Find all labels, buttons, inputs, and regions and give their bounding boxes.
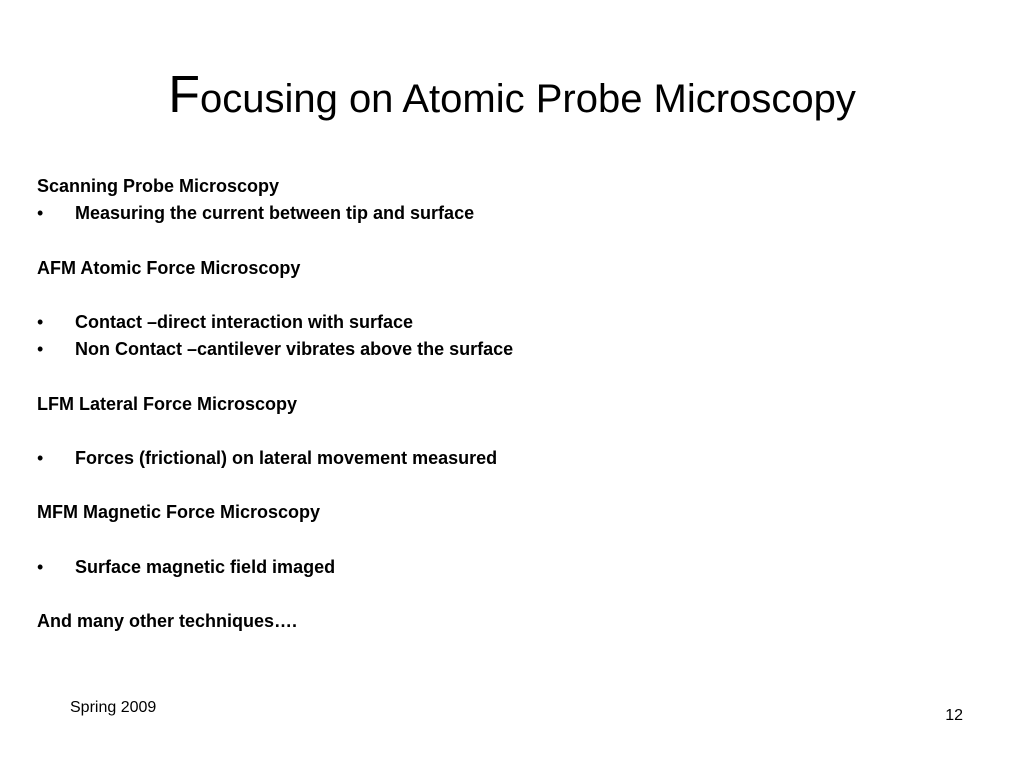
bullet-item: [37, 445, 997, 472]
section-heading-lfm: LFM Lateral Force Microscopy: [37, 393, 298, 414]
section-heading-mfm: MFM Magnetic Force Microscopy: [37, 502, 321, 523]
footer-date: Spring 2009: [70, 699, 157, 716]
title-initial: F: [168, 66, 200, 124]
title-rest: ocusing on Atomic Probe Microscopy: [199, 77, 856, 121]
bullet-item: [37, 336, 997, 363]
bullet-icon: •: [37, 556, 44, 577]
bullet-text: Non Contact –cantilever vibrates above the surface: [75, 339, 514, 360]
bullet-item: [37, 200, 997, 227]
section-heading-spm: Scanning Probe Microscopy: [37, 176, 280, 196]
bullet-text: Surface magnetic field imaged: [75, 556, 336, 577]
bullet-icon: •: [37, 203, 44, 224]
page-number: 12: [945, 707, 963, 724]
bullet-text: Contact –direct interaction with surface: [75, 311, 414, 332]
bullet-item: [37, 554, 997, 581]
bullet-item: [37, 309, 997, 336]
closing-text: And many other techniques….: [37, 611, 298, 631]
bullet-icon: •: [37, 311, 44, 332]
bullet-text: Forces (frictional) on lateral movement measured: [75, 447, 498, 468]
slide-title: [0, 64, 1024, 126]
slide-body: [37, 173, 997, 635]
bullet-icon: •: [37, 339, 44, 360]
bullet-text: Measuring the current between tip and surface: [75, 203, 475, 224]
section-heading-afm: AFM Atomic Force Microscopy: [37, 257, 301, 278]
bullet-icon: •: [37, 447, 44, 468]
